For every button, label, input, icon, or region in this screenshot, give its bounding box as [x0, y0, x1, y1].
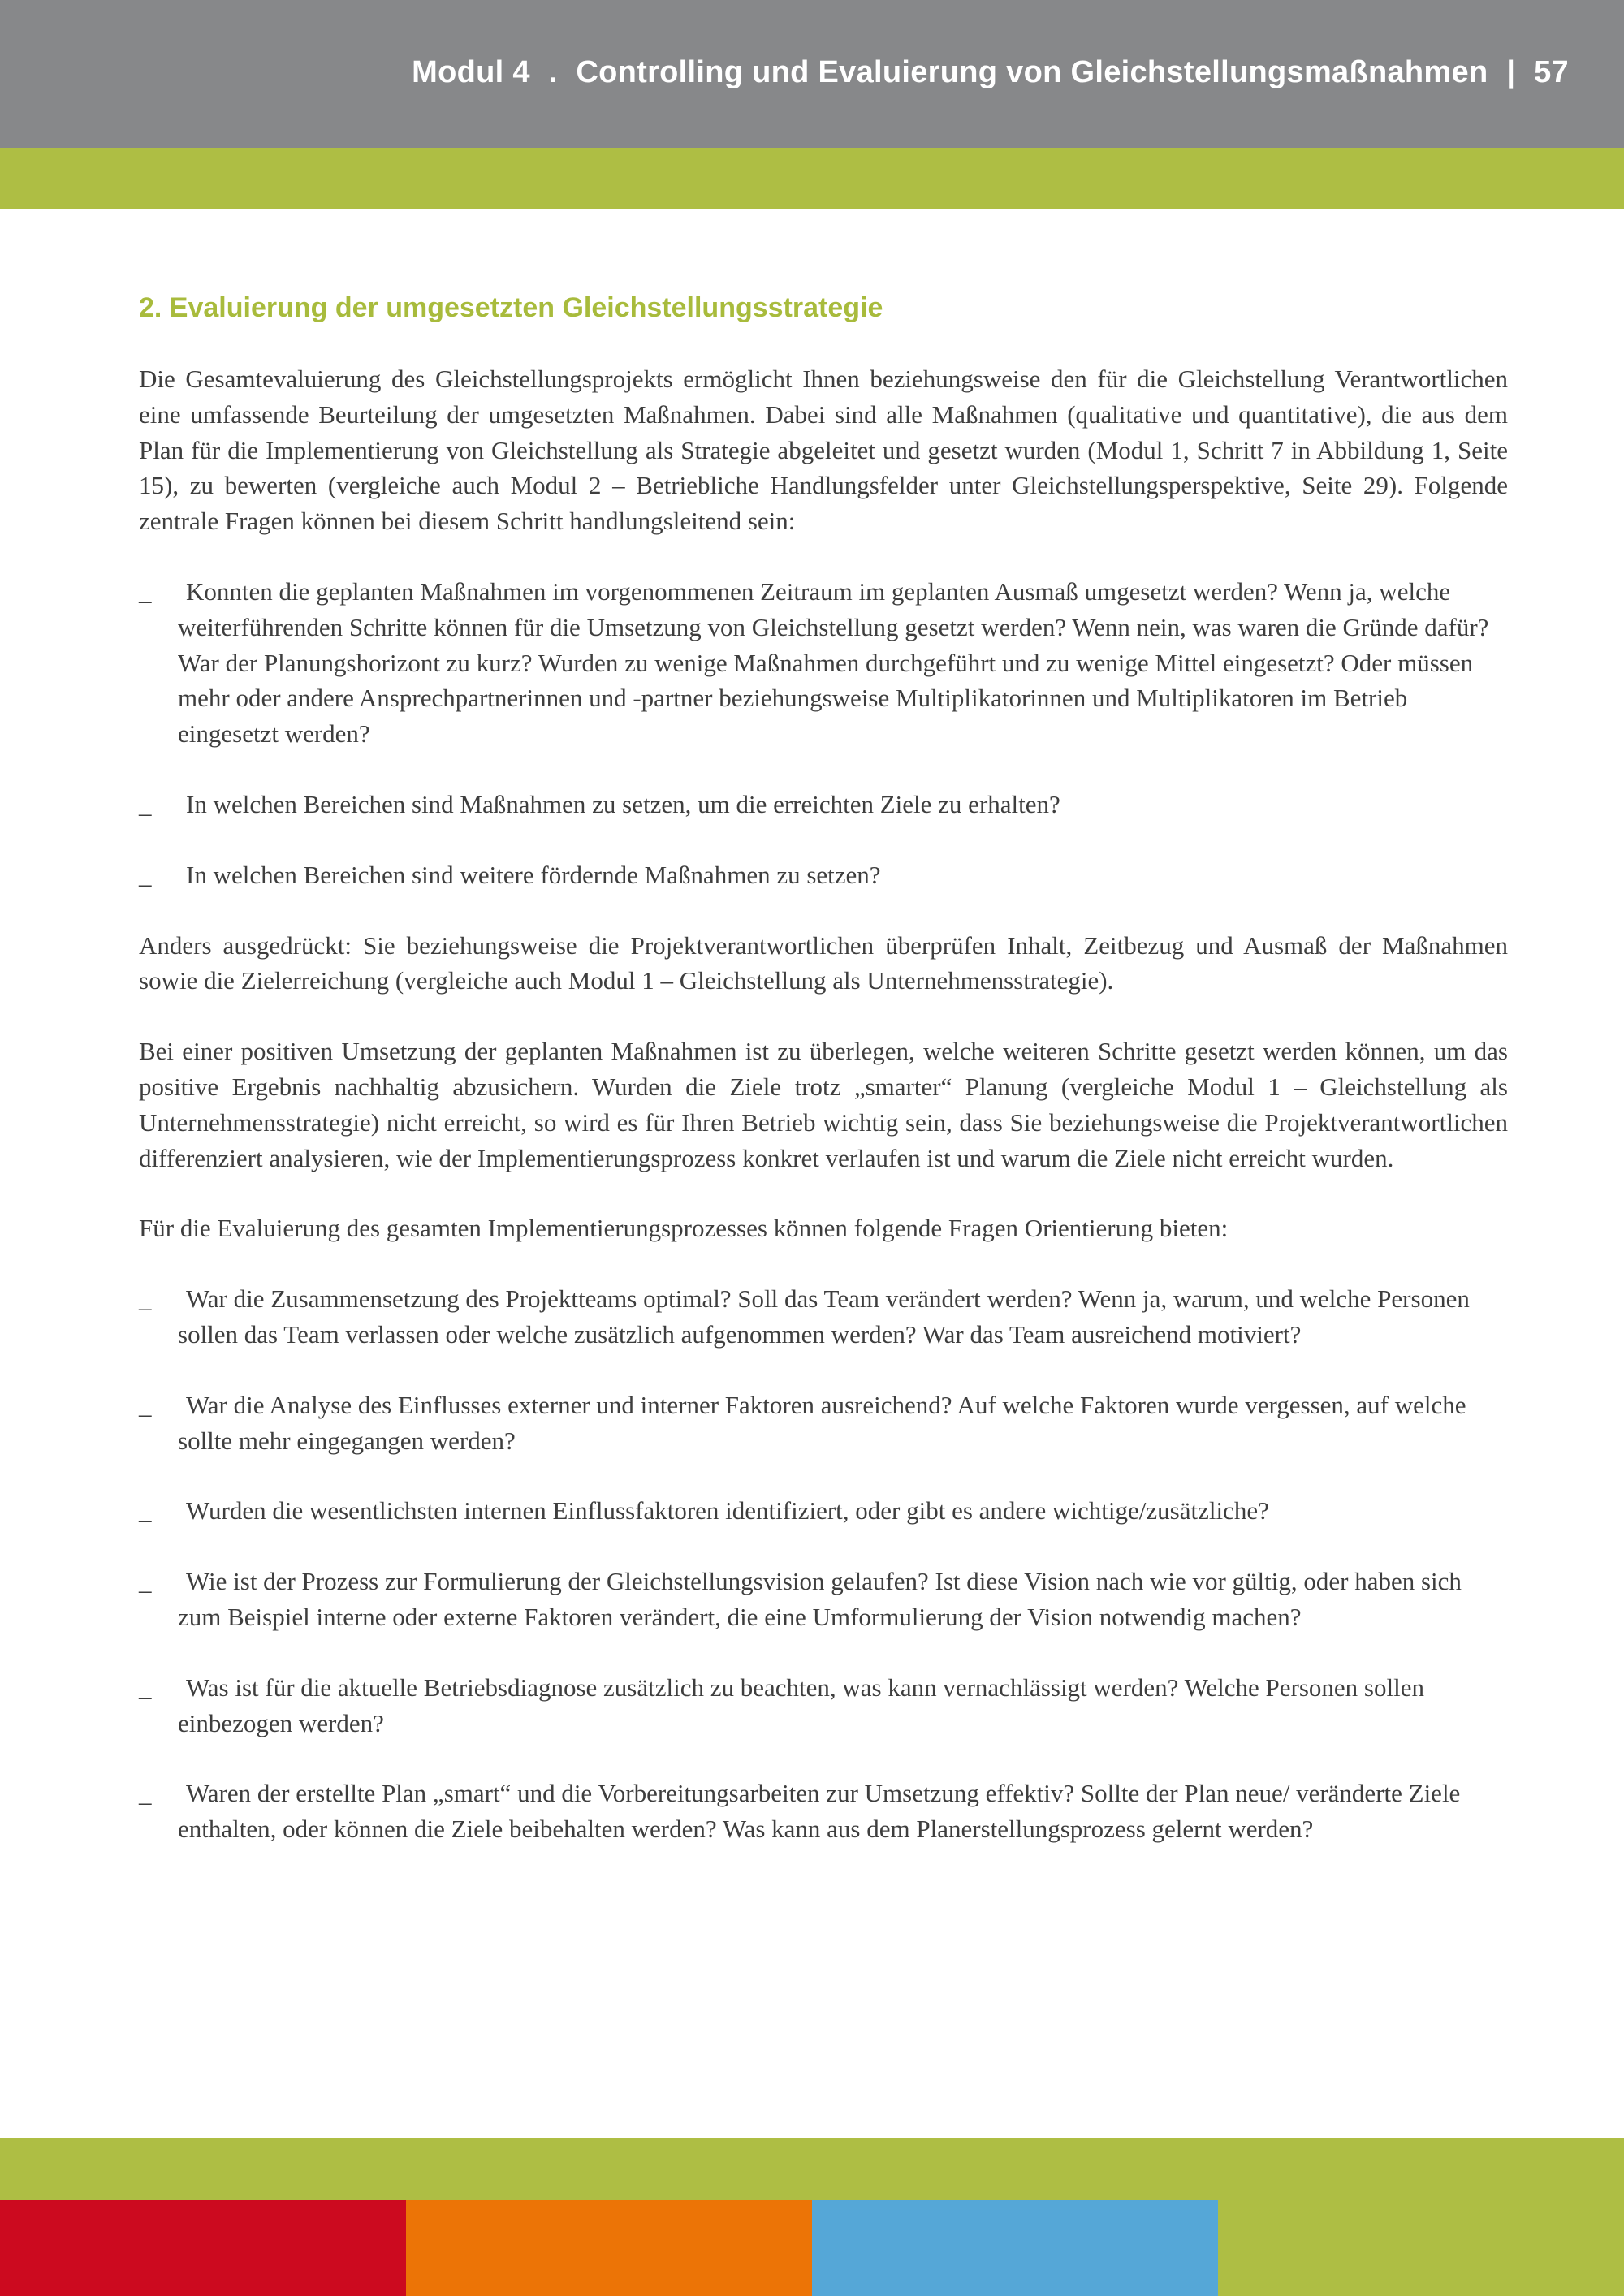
bullet-dash: _ — [139, 1496, 152, 1526]
page-number: 57 — [1534, 55, 1569, 89]
list-item-text: Wie ist der Prozess zur Formulierung der Gleichstellungsvision gelaufen? Ist diese Vision nach wie vor gültig, oder haben sich zum Beispiel interne oder externe Faktoren verändert, die eine Umformulierung der Vision notwendig machen? — [178, 1567, 1462, 1631]
footer-blue-block — [812, 2200, 1218, 2296]
list-item — [139, 1670, 1508, 1741]
list-item — [139, 1281, 1508, 1353]
question-list-2 — [139, 1281, 1508, 1847]
list-item-text: In welchen Bereichen sind Maßnahmen zu setzen, um die erreichten Ziele zu erhalten? — [186, 789, 1060, 818]
bullet-dash: _ — [139, 1567, 152, 1596]
bullet-dash: _ — [139, 1672, 152, 1702]
intro-paragraph: Die Gesamtevaluierung des Gleichstellungsprojekts ermöglicht Ihnen beziehungsweise den für die Gleichstellung Verantwortlichen eine umfassende Beurteilung der umgesetzten Maßnahmen. Dabei sind alle Maßnahmen (qualitative und quantitative), die aus dem Plan für die Implementierung von Gleichstellung als Strategie abgeleitet und gesetzt wurden (Modul 1, Schritt 7 in Abbildung 1, Seite 15), zu bewerten (vergleiche auch Modul 2 – Betriebliche Handlungsfelder unter Gleichstellungsperspektive, Seite 29). Folgende zentrale Fragen können bei diesem Schritt handlungsleitend sein: — [139, 365, 1508, 536]
list-item — [139, 857, 1508, 893]
list-item — [139, 1776, 1508, 1847]
footer-red-block — [0, 2200, 406, 2296]
list-item — [139, 1388, 1508, 1459]
running-header — [412, 55, 1569, 90]
paragraph-positive-outcome: Bei einer positiven Umsetzung der geplanten Maßnahmen ist zu überlegen, welche weiteren Schritte gesetzt werden können, um das positive Ergebnis nachhaltig abzusichern. Wurden die Ziele trotz „smarter“ Planung (vergleiche Modul 1 – Gleichstellung als Unternehmensstrategie) nicht erreicht, so wird es für Ihren Betrieb wichtig sein, dass Sie beziehungsweise die Projektverantwortlichen differenziert analysieren, wie der Implementierungsprozess konkret verlaufen ist und warum die Ziele nicht erreicht wurden. — [139, 1037, 1508, 1172]
bullet-dash: _ — [139, 789, 152, 818]
list-item-text: War die Analyse des Einflusses externer und interner Faktoren ausreichend? Auf welche Faktoren wurde vergessen, auf welche sollte mehr eingegangen werden? — [178, 1390, 1466, 1455]
header-divider: | — [1506, 55, 1516, 89]
header-accent-band — [0, 148, 1624, 209]
bullet-dash: _ — [139, 576, 152, 606]
module-label: Modul 4 — [412, 55, 530, 89]
bullet-dash: _ — [139, 860, 152, 889]
list-item-text: Wurden die wesentlichsten internen Einflussfaktoren identifiziert, oder gibt es andere wichtige/zusätzliche? — [186, 1496, 1269, 1526]
bullet-dash: _ — [139, 1779, 152, 1808]
bullet-dash: _ — [139, 1390, 152, 1419]
section-title: 2. Evaluierung der umgesetzten Gleichstellungsstrategie — [139, 292, 883, 323]
list-item — [139, 574, 1508, 752]
list-item — [139, 787, 1508, 822]
question-list-1 — [139, 574, 1508, 893]
paragraph-evaluation-intro: Für die Evaluierung des gesamten Implementierungsprozesses können folgende Fragen Orientierung bieten: — [139, 1214, 1229, 1243]
page-header — [0, 0, 1624, 148]
list-item-text: Konnten die geplanten Maßnahmen im vorgenommenen Zeitraum im geplanten Ausmaß umgesetzt werden? Wenn ja, welche weiterführenden Schritte können für die Umsetzung von Gleichstellung gesetzt werden? Wenn nein, was waren die Gründe dafür? War der Planungshorizont zu kurz? Wurden zu wenige Maßnahmen durchgeführt und zu wenige Mittel eingesetzt? Oder müssen mehr oder andere Ansprechpartnerinnen und -partner beziehungsweise Multiplikatorinnen und Multiplikatoren im Betrieb eingesetzt werden? — [178, 576, 1489, 749]
main-content — [139, 288, 1508, 1882]
footer-orange-block — [406, 2200, 812, 2296]
list-item-text: Waren der erstellte Plan „smart“ und die Vorbereitungsarbeiten zur Umsetzung effektiv? Sollte der Plan neue/ veränderte Ziele enthalten, oder können die Ziele beibehalten werden? Was kann aus dem Planerstellungsprozess gelernt werden? — [178, 1779, 1461, 1844]
bullet-dash: _ — [139, 1284, 152, 1314]
list-item-text: In welchen Bereichen sind weitere fördernde Maßnahmen zu setzen? — [186, 860, 881, 889]
list-item — [139, 1564, 1508, 1635]
list-item — [139, 1493, 1508, 1529]
list-item-text: Was ist für die aktuelle Betriebsdiagnose zusätzlich zu beachten, was kann vernachlässigt werden? Welche Personen sollen einbezogen werden? — [178, 1672, 1424, 1737]
paragraph-summary: Anders ausgedrückt: Sie beziehungsweise die Projektverantwortlichen überprüfen Inhalt, Zeitbezug und Ausmaß der Maßnahmen sowie die Zielerreichung (vergleiche auch Modul 1 – Gleichstellung als Unternehmensstrategie). — [139, 930, 1508, 995]
module-title: Controlling und Evaluierung von Gleichstellungsmaßnahmen — [576, 55, 1488, 89]
list-item-text: War die Zusammensetzung des Projektteams optimal? Soll das Team verändert werden? Wenn ja, warum, und welche Personen sollen das Team verlassen oder welche zusätzlich aufgenommen werden? War das Team ausreichend motiviert? — [178, 1284, 1470, 1349]
header-dot: . — [548, 55, 558, 89]
